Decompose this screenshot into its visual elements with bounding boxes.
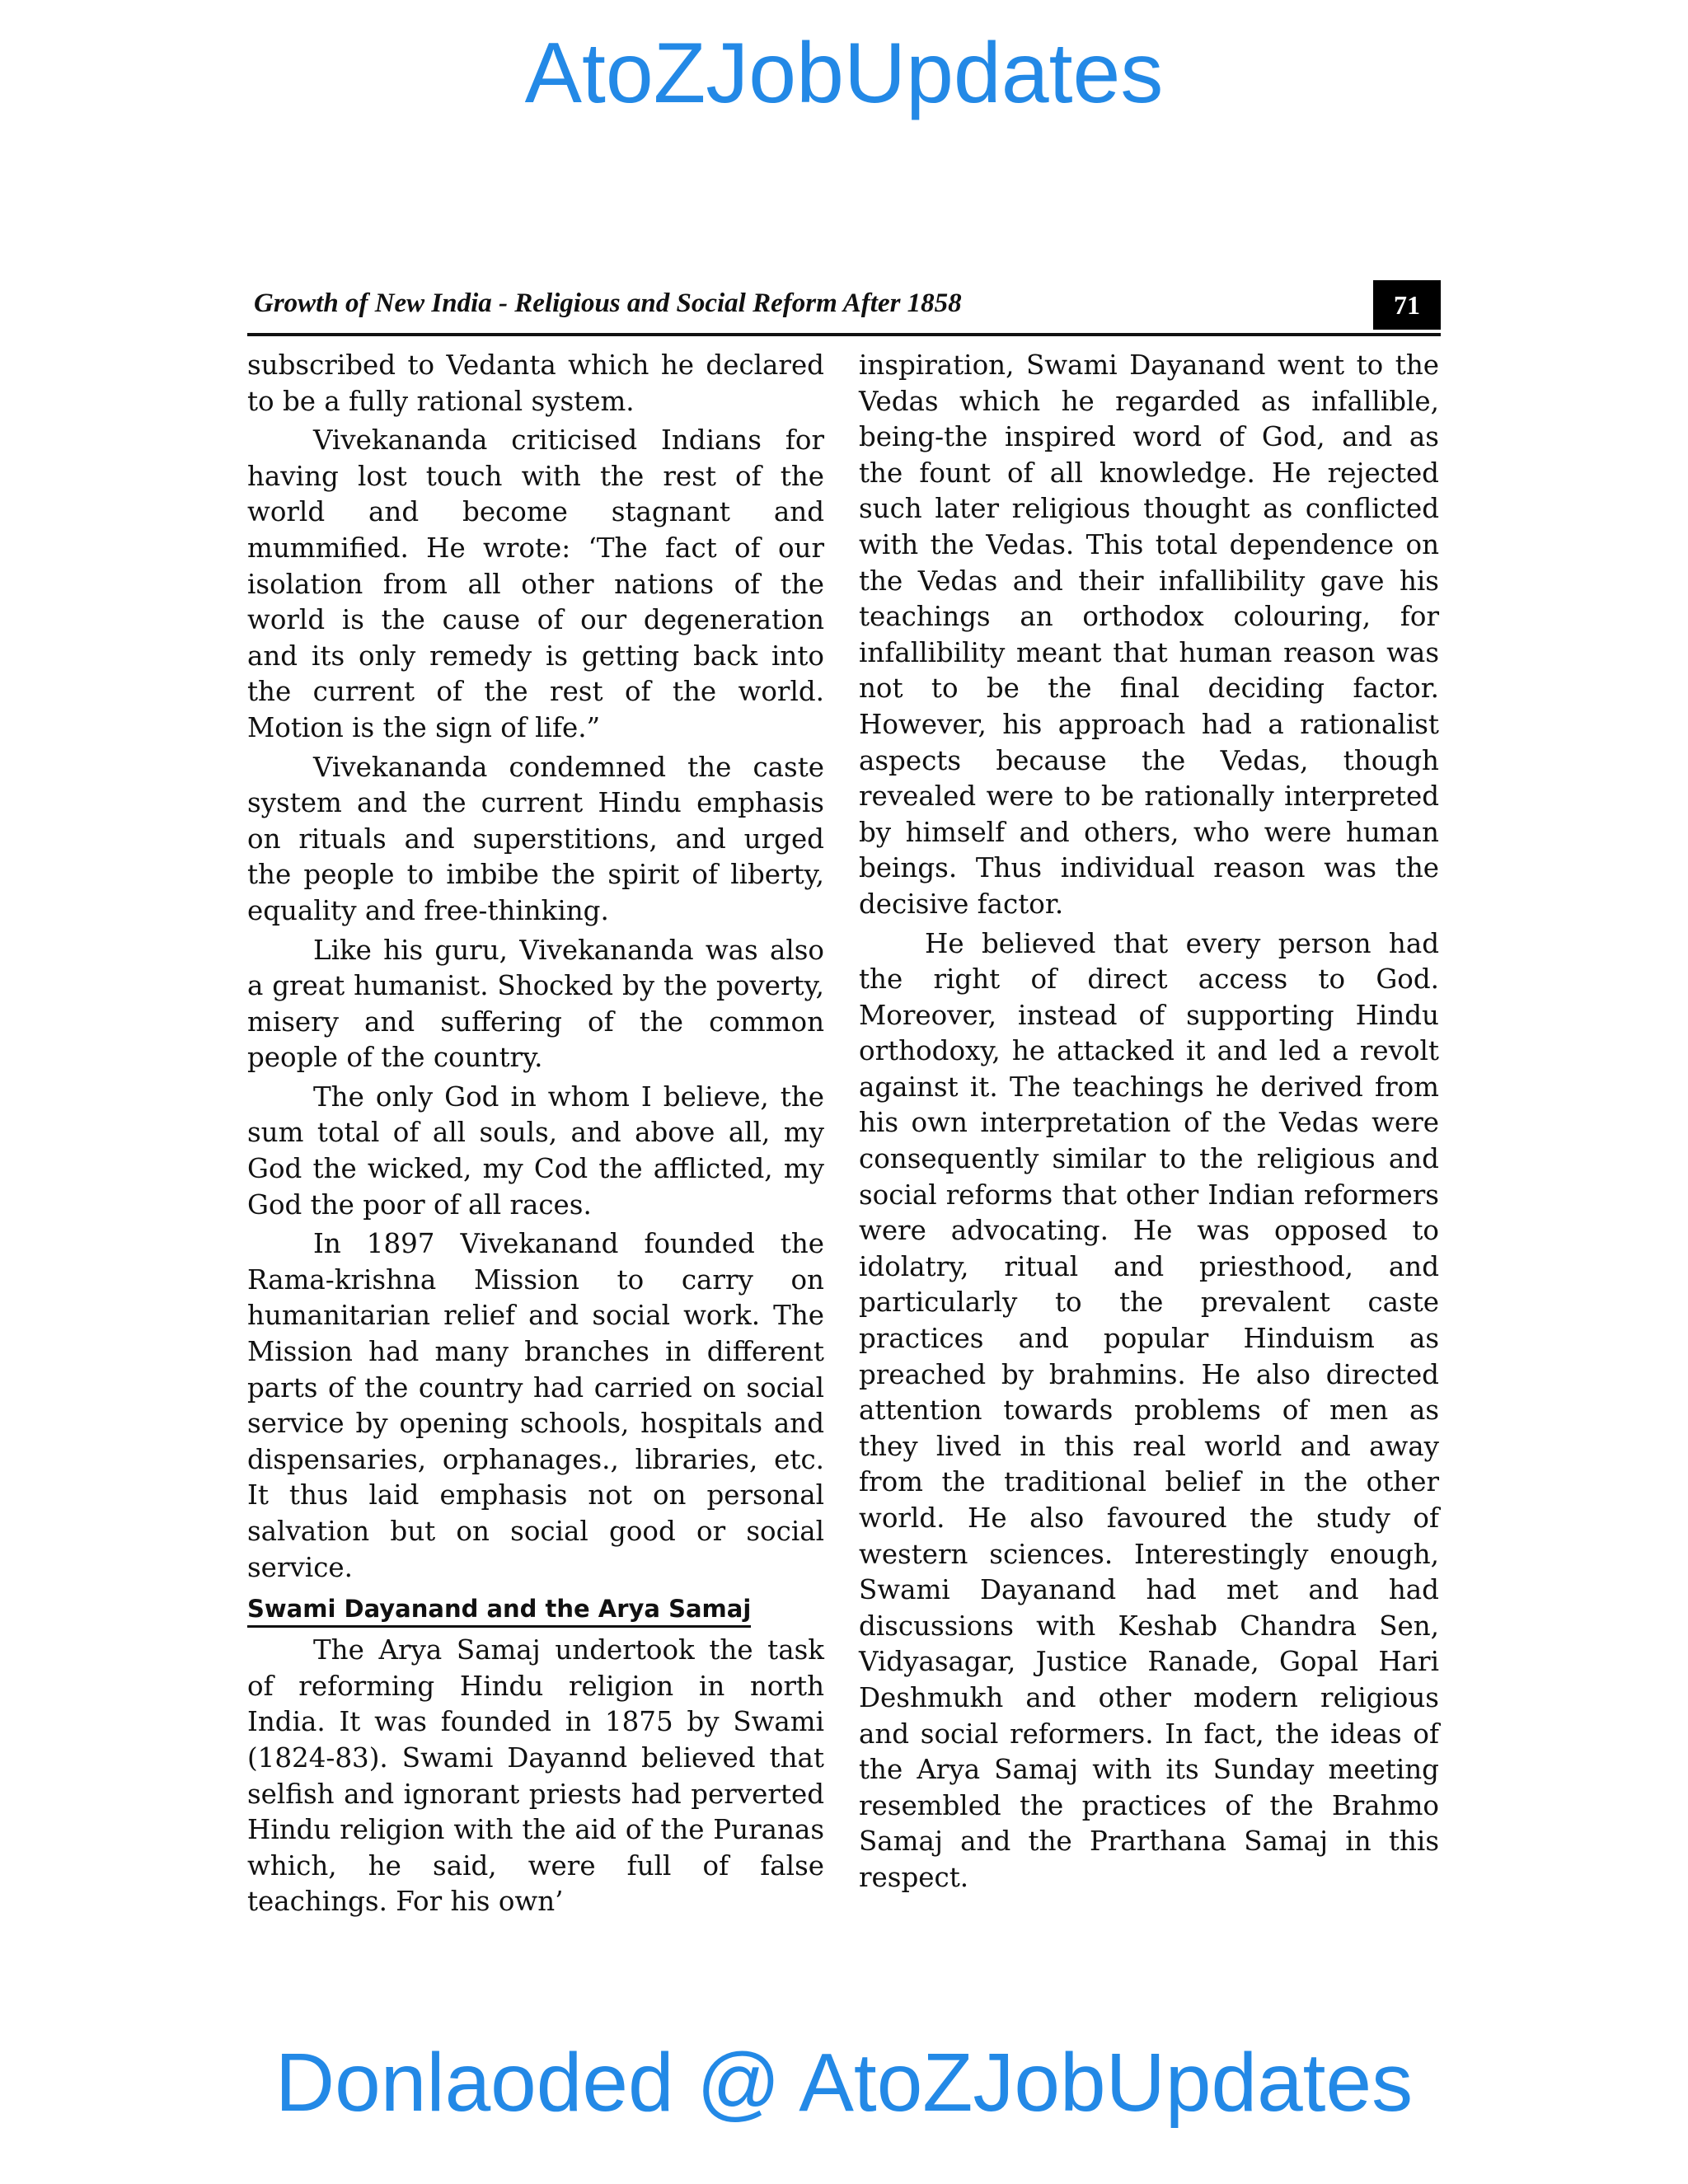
watermark-top: AtoZJobUpdates	[524, 26, 1164, 121]
paragraph: Like his guru, Vivekananda was also a great humanist. Shocked by the poverty, misery and suffering of the common people of the country.	[247, 934, 824, 1074]
paragraph: In 1897 Vivekanand founded the Rama-krishna Mission to carry on humanitarian relief and social work. The Mission had many branches in different parts of the country had carried on social service by opening schools, hospitals and dispensaries, orphanages., libraries, etc. It thus laid emphasis not on personal salvation but on social good or social service.	[247, 1228, 824, 1583]
left-column	[247, 348, 824, 1924]
paragraph: He believed that every person had the right of direct access to God. Moreover, instead of supporting Hindu orthodoxy, he attacked it and led a revolt against it. The teachings he derived from his own interpretation of the Vedas were consequently similar to the religious and social reforms that other Indian reformers were advocating. He was opposed to idolatry, ritual and priesthood, and particularly to the prevalent caste practices and popular Hinduism as preached by brahmins. He also directed attention towards problems of men as they lived in this real world and away from the traditional belief in the other world. He also favoured the study of western sciences. Interestingly enough, Swami Dayanand had met and had discussions with Keshab Chandra Sen, Vidyasagar, Justice Ranade, Gopal Hari Deshmukh and other modern religious and social reformers. In fact, the ideas of the Arya Samaj with its Sunday meeting resembled the practices of the Brahmo Samaj and the Prarthana Samaj in this respect.	[859, 927, 1439, 1893]
paragraph: The only God in whom I believe, the sum total of all souls, and above all, my God the wicked, my Cod the afflicted, my God the poor of all races.	[247, 1080, 824, 1221]
section-heading: Swami Dayanand and the Arya Samaj	[247, 1592, 751, 1628]
paragraph: subscribed to Vedanta which he declared to be a fully rational system.	[247, 349, 824, 417]
page-number: 71	[1373, 280, 1441, 330]
watermark-bottom: Donlaoded @ AtoZJobUpdates	[274, 2036, 1414, 2129]
running-title: Growth of New India - Religious and Social Reform After 1858	[254, 288, 962, 318]
paragraph: inspiration, Swami Dayanand went to the Vedas which he regarded as infallible, being-the inspired word of God, and as the fount of all knowledge. He rejected such later religious thought as conflicted with the Vedas. This total dependence on the Vedas and their infallibility gave his teachings an orthodox colouring, for infallibility meant that human reason was not to be the final deciding factor. However, his approach had a rationalist aspects because the Vedas, though revealed were to be rationally interpreted by himself and others, who were human beings. Thus individual reason was the decisive factor.	[859, 349, 1439, 920]
paragraph: The Arya Samaj undertook the task of reforming Hindu religion in north India. It was founded in 1875 by Swami (1824-83). Swami Dayannd believed that selfish and ignorant priests had perverted Hindu religion with the aid of the Puranas which, he said, were full of false teachings. For his own’	[247, 1634, 824, 1918]
paragraph: Vivekananda criticised Indians for having lost touch with the rest of the world and become stagnant and mummified. He wrote: ‘The fact of our isolation from all other nations of the world is the cause of our degeneration and its only remedy is getting back into the current of the rest of the world. Motion is the sign of life.”	[247, 424, 824, 743]
right-column	[859, 348, 1439, 1900]
running-header	[247, 280, 1441, 336]
paragraph: Vivekananda condemned the caste system and the current Hindu emphasis on rituals and superstitions, and urged the people to imbibe the spirit of liberty, equality and free-thinking.	[247, 751, 824, 926]
